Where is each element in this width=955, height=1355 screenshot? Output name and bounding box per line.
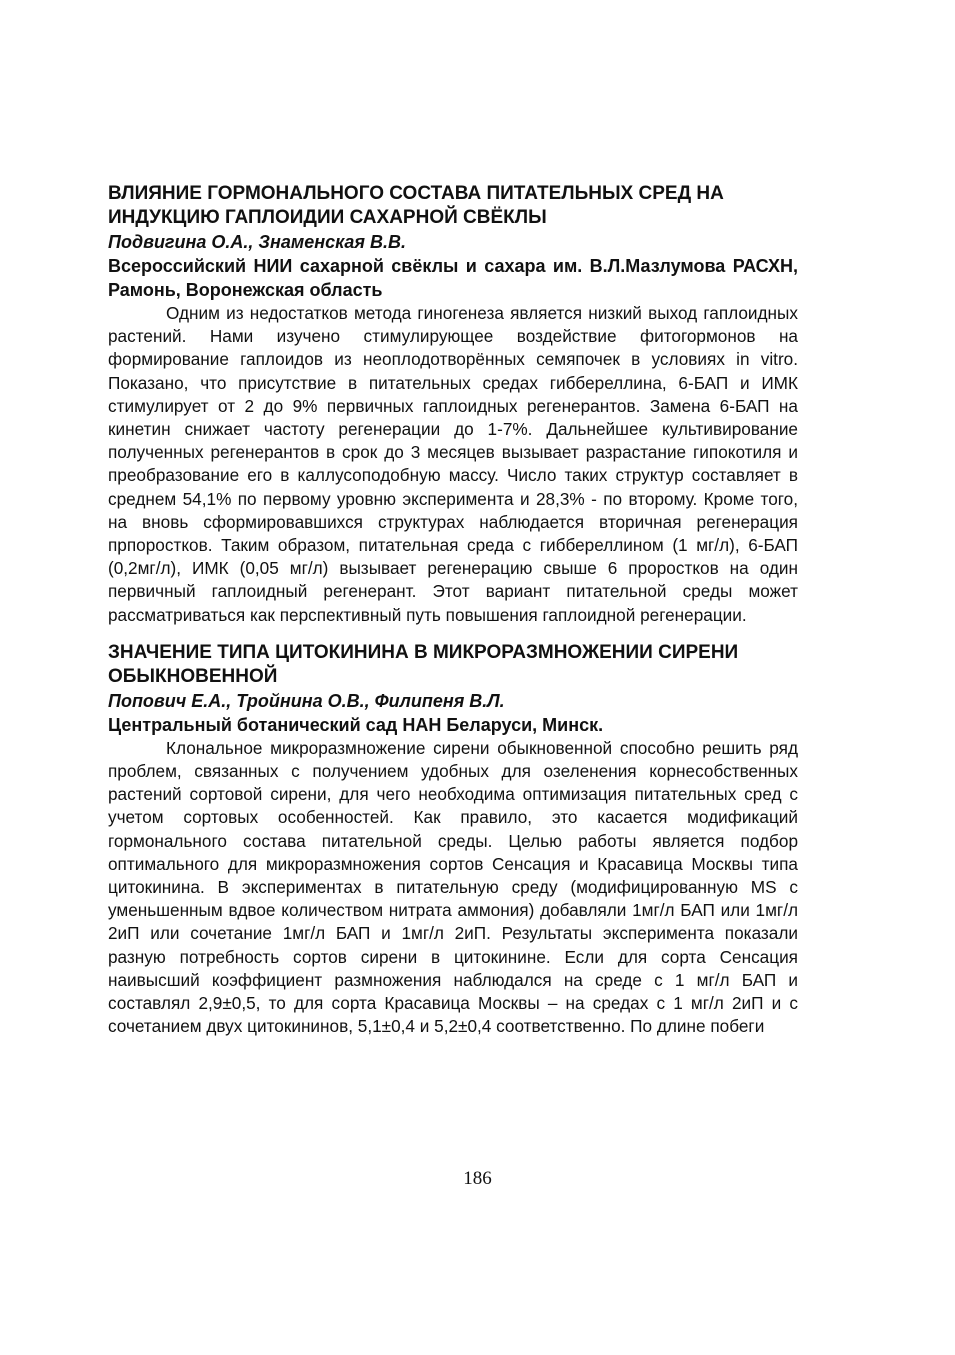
article1-body: Одним из недостатков метода гиногенеза является низкий выход гаплоидных растений. Нами изучено стимулирующее воздействие фитогормонов на формирование гаплоидов из неоплодотворённых семяпочек в условиях in vitro. Показано, что присутствие в питательных средах гиббереллина, 6-БАП и ИМК стимулирует от 2 до 9% первичных гаплоидных регенерантов. Замена 6-БАП на кинетин снижает частоту регенерации до 1-7%. Дальнейшее культивирование полученных регенерантов в срок до 3 месяцев вызывает разрастание гипокотиля и преобразование его в каллусоподобную массу. Число таких структур составляет в среднем 54,1% по первому уровню эксперимента и 28,3% - по второму. Кроме того, на вновь сформировавшихся структурах наблюдается вторичная регенерация прпоростков. Таким образом, питательная среда с гиббереллином (1 мг/л), 6-БАП (0,2мг/л), ИМК (0,05 мг/л) вызывает регенерацию свыше 6 проростков на один первичный гаплоидный регенерант. Этот вариант питательной среды может рассматриваться как перспективный путь повышения гаплоидной регенерации. bbox=[108, 303, 798, 625]
page-number: 186 bbox=[463, 1168, 492, 1189]
article2-authors: Попович Е.А., Тройнина О.В., Филипеня В.Л. bbox=[108, 690, 505, 711]
article2-affiliation: Центральный ботанический сад НАН Беларуси, Минск. bbox=[108, 714, 604, 735]
article2-body: Клональное микроразмножение сирени обыкновенной способно решить ряд проблем, связанных с получением удобных для озеленения корнесобственных растений сортовой сирени, для чего необходима оптимизация питательных сред с учетом сортовых особенностей. Как правило, это касается модификаций гормонального состава питательной среды. Целью работы является подбор оптимального для микроразмножения сортов Сенсация и Красавица Москвы типа цитокинина. В экспериментах в питательную среду (модифицированную MS с уменьшенным вдвое количеством нитрата аммония) добавляли 1мг/л БАП или 1мг/л 2иП или сочетание 1мг/л БАП и 1мг/л 2иП. Результаты эксперимента показали разную потребность сортов сирени в цитокинине. Если для сорта Сенсация наивысший коэффициент размножения наблюдался на среде с 1 мг/л БАП и составлял 2,9±0,5, то для сорта Красавица Москвы – на средах с 1 мг/л 2иП и с сочетанием двух цитокининов, 5,1±0,4 и 5,2±0,4 соответственно. По длине побеги bbox=[108, 737, 798, 1037]
section-gap bbox=[108, 627, 798, 641]
article1-affiliation: Всероссийский НИИ сахарной свёклы и сахара им. В.Л.Мазлумова РАСХН, Рамонь, Воронежская область bbox=[108, 256, 798, 300]
document-page bbox=[108, 182, 798, 1038]
article1-title: ВЛИЯНИЕ ГОРМОНАЛЬНОГО СОСТАВА ПИТАТЕЛЬНЫХ СРЕД НА ИНДУКЦИЮ ГАПЛОИДИИ САХАРНОЙ СВЁКЛЫ bbox=[108, 183, 724, 228]
article1-authors: Подвигина О.А., Знаменская В.В. bbox=[108, 232, 407, 252]
article2-title: ЗНАЧЕНИЕ ТИПА ЦИТОКИНИНА В МИКРОРАЗМНОЖЕНИИ СИРЕНИ ОБЫКНОВЕННОЙ bbox=[108, 641, 739, 687]
